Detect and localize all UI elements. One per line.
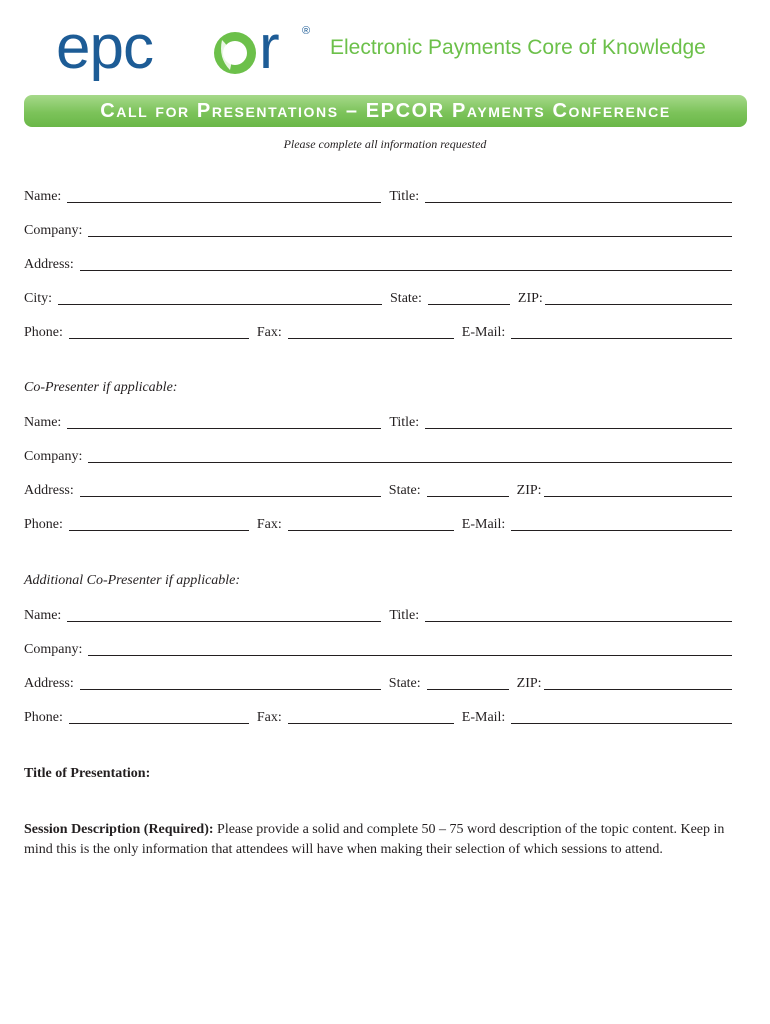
name-label: Name: (24, 189, 62, 204)
co-title-field[interactable] (425, 428, 732, 429)
session-description (24, 820, 736, 860)
co-presenter-address-row (24, 480, 732, 500)
title-label: Title: (389, 189, 420, 204)
session-description-label: Session Description (Required): (24, 822, 214, 837)
co-company-field[interactable] (88, 462, 732, 463)
co-presenter-name-row (24, 412, 732, 432)
company-label: Company: (24, 642, 83, 657)
add-address-field[interactable] (80, 689, 381, 690)
phone-field[interactable] (69, 338, 249, 339)
add-fax-field[interactable] (288, 723, 454, 724)
additional-address-row (24, 673, 732, 693)
company-label: Company: (24, 223, 83, 238)
name-label: Name: (24, 608, 62, 623)
co-fax-field[interactable] (288, 530, 454, 531)
company-label: Company: (24, 449, 83, 464)
email-label: E-Mail: (461, 517, 506, 532)
city-field[interactable] (58, 304, 382, 305)
add-phone-field[interactable] (69, 723, 249, 724)
phone-label: Phone: (24, 517, 63, 532)
additional-co-presenter-heading: Additional Co-Presenter if applicable: (24, 573, 241, 588)
phone-label: Phone: (24, 325, 63, 340)
name-field[interactable] (67, 202, 381, 203)
session-description-text: Please provide a solid and complete 50 – 75 word description of the topic content. Keep in mind this is the only information that attendees will have when making their selection of which sessions to attend. (24, 822, 725, 857)
state-label: State: (388, 676, 421, 691)
additional-phone-row (24, 707, 732, 727)
email-label: E-Mail: (461, 325, 506, 340)
fax-label: Fax: (256, 710, 282, 725)
add-name-field[interactable] (67, 621, 381, 622)
co-address-field[interactable] (80, 496, 381, 497)
co-presenter-heading: Co-Presenter if applicable: (24, 380, 178, 395)
fax-field[interactable] (288, 338, 454, 339)
phone-label: Phone: (24, 710, 63, 725)
address-label: Address: (24, 483, 74, 498)
presenter-name-row (24, 186, 732, 206)
title-banner (24, 95, 747, 127)
logo-o-mark (214, 32, 256, 74)
zip-label: ZIP: (517, 291, 543, 306)
state-label: State: (390, 291, 422, 306)
banner-title: Call for Presentations – EPCOR Payments Conference (100, 99, 671, 122)
presenter-address-row (24, 254, 732, 274)
email-field[interactable] (511, 338, 732, 339)
co-presenter-company-row (24, 446, 732, 466)
title-field[interactable] (425, 202, 732, 203)
add-email-field[interactable] (511, 723, 732, 724)
additional-company-row (24, 639, 732, 659)
address-label: Address: (24, 257, 74, 272)
zip-field[interactable] (545, 304, 732, 305)
zip-label: ZIP: (516, 483, 542, 498)
logo-text-r: r (259, 18, 280, 82)
add-title-field[interactable] (425, 621, 732, 622)
add-zip-field[interactable] (544, 689, 732, 690)
state-label: State: (388, 483, 421, 498)
epcor-logo (56, 18, 322, 82)
form-instructions: Please complete all information requested (283, 137, 487, 151)
title-label: Title: (389, 415, 420, 430)
co-presenter-phone-row (24, 514, 732, 534)
additional-name-row (24, 605, 732, 625)
fax-label: Fax: (256, 325, 282, 340)
logo-text-ep: epc (56, 18, 153, 82)
co-name-field[interactable] (67, 428, 381, 429)
tagline: Electronic Payments Core of Knowledge (330, 36, 706, 59)
presenter-company-row (24, 220, 732, 240)
title-label: Title: (389, 608, 420, 623)
logo-trademark: ® (302, 25, 311, 37)
name-label: Name: (24, 415, 62, 430)
company-field[interactable] (88, 236, 732, 237)
address-label: Address: (24, 676, 74, 691)
add-state-field[interactable] (427, 689, 509, 690)
co-phone-field[interactable] (69, 530, 249, 531)
add-company-field[interactable] (88, 655, 732, 656)
state-field[interactable] (428, 304, 510, 305)
zip-label: ZIP: (516, 676, 542, 691)
co-zip-field[interactable] (544, 496, 732, 497)
fax-label: Fax: (256, 517, 282, 532)
co-state-field[interactable] (427, 496, 509, 497)
presenter-phone-row (24, 322, 732, 342)
city-label: City: (24, 291, 53, 306)
presentation-title-label: Title of Presentation: (24, 766, 151, 781)
co-email-field[interactable] (511, 530, 732, 531)
address-field[interactable] (80, 270, 732, 271)
presenter-city-row (24, 288, 732, 308)
email-label: E-Mail: (461, 710, 506, 725)
